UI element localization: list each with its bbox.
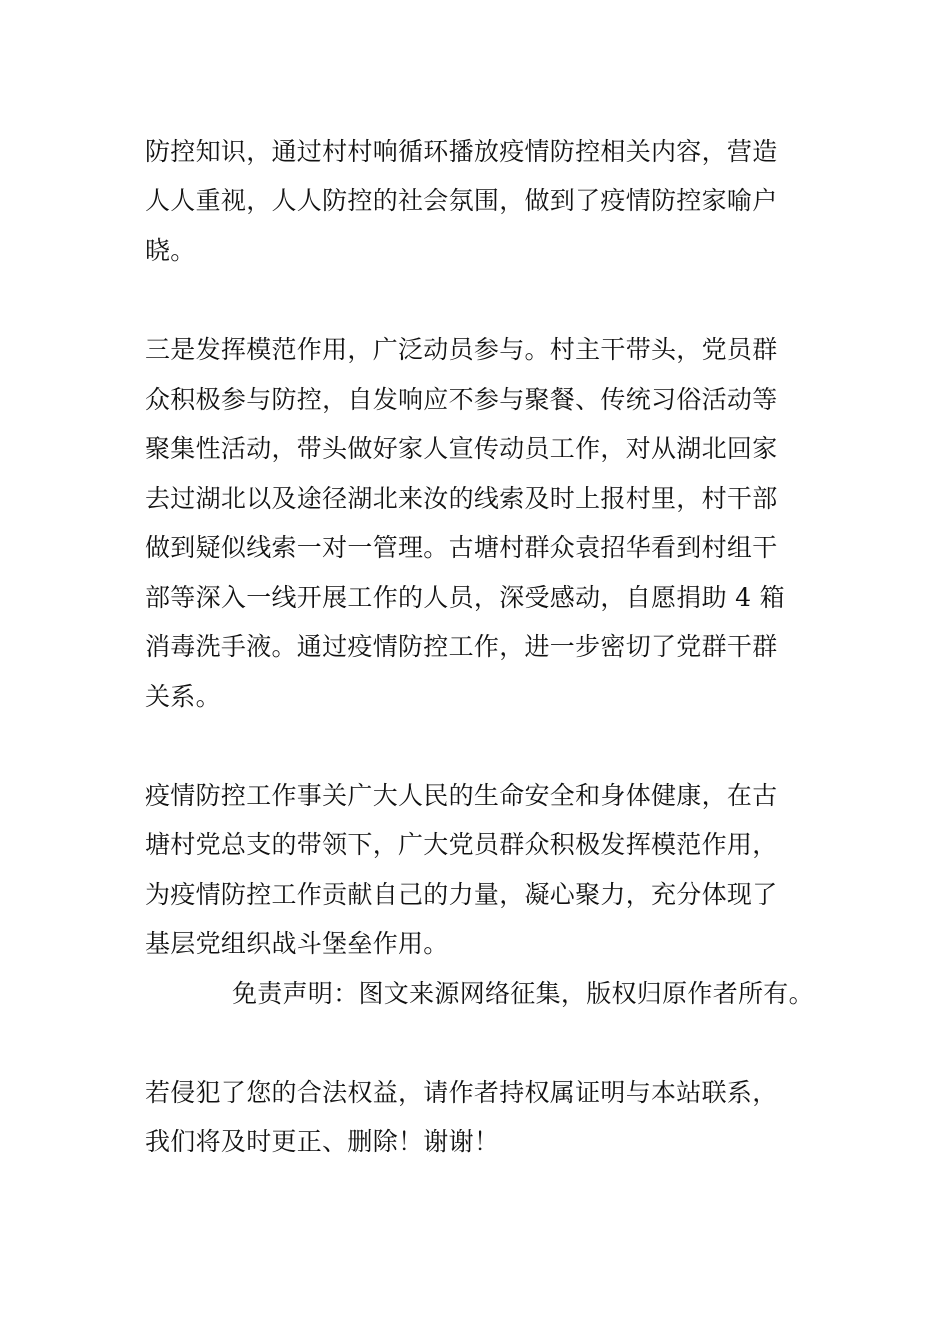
paragraph-3-line-1: 疫情防控工作事关广大人民的生命安全和身体健康，在古 — [145, 781, 778, 810]
paragraph-2-line-5: 做到疑似线索一对一管理。古塘村群众袁招华看到村组干 — [145, 533, 778, 562]
paragraph-2-line-8: 关系。 — [145, 682, 221, 711]
paragraph-3-line-2: 塘村党总支的带领下，广大党员群众积极发挥模范作用， — [145, 830, 778, 859]
paragraph-2-line-1: 三是发挥模范作用，广泛动员参与。村主干带头，党员群 — [145, 335, 778, 364]
disclaimer-line-2: 若侵犯了您的合法权益，请作者持权属证明与本站联系， — [145, 1078, 778, 1107]
paragraph-1-line-3: 晓。 — [145, 236, 196, 265]
disclaimer-line-3: 我们将及时更正、删除！谢谢！ — [145, 1127, 500, 1156]
paragraph-1-line-2: 人人重视，人人防控的社会氛围，做到了疫情防控家喻户 — [145, 186, 778, 215]
disclaimer-line-1: 免责声明：图文来源网络征集，版权归原作者所有。 — [232, 979, 814, 1008]
paragraph-2-line-3: 聚集性活动，带头做好家人宣传动员工作，对从湖北回家 — [145, 434, 778, 463]
paragraph-2-line-7: 消毒洗手液。通过疫情防控工作，进一步密切了党群干群 — [145, 632, 778, 661]
paragraph-2-line-2: 众积极参与防控，自发响应不参与聚餐、传统习俗活动等 — [145, 385, 778, 414]
paragraph-3-line-4: 基层党组织战斗堡垒作用。 — [145, 929, 449, 958]
paragraph-2-line-4: 去过湖北以及途径湖北来汝的线索及时上报村里，村干部 — [145, 484, 778, 513]
paragraph-1-line-1: 防控知识，通过村村响循环播放疫情防控相关内容，营造 — [145, 137, 778, 166]
paragraph-3-line-3: 为疫情防控工作贡献自己的力量，凝心聚力，充分体现了 — [145, 880, 778, 909]
paragraph-2-line-6: 部等深入一线开展工作的人员，深受感动，自愿捐助 4 箱 — [145, 583, 785, 612]
